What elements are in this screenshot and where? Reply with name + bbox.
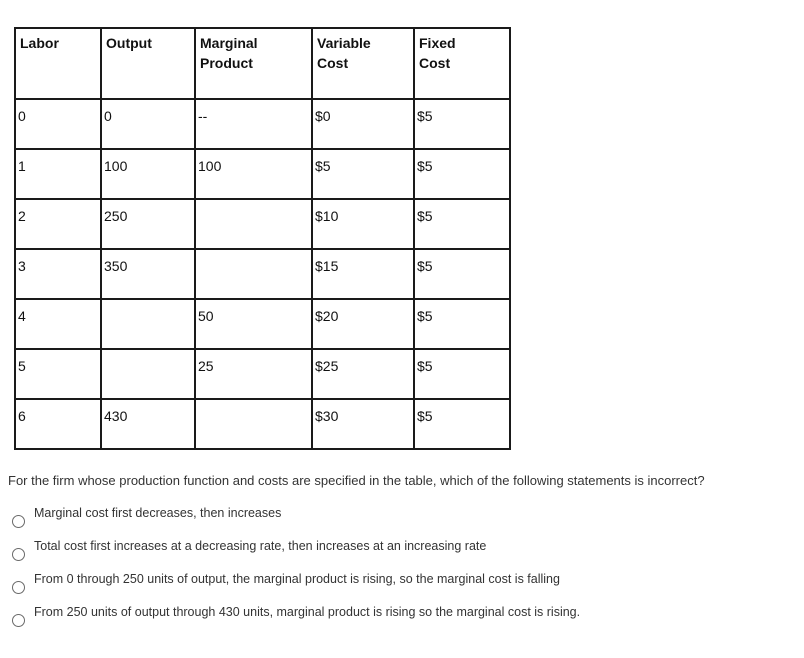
table-cell: $5 (312, 149, 414, 199)
table-cell: $30 (312, 399, 414, 449)
radio-button[interactable] (12, 581, 25, 594)
table-cell: $5 (414, 349, 510, 399)
answer-options (12, 503, 772, 635)
header-output: Output (101, 28, 195, 99)
answer-option[interactable] (12, 602, 772, 635)
table-cell: $5 (414, 199, 510, 249)
table-cell (101, 349, 195, 399)
header-variable-cost: Variable Cost (312, 28, 414, 99)
answer-option-label: From 0 through 250 units of output, the marginal product is rising, so the marginal cost is falling (34, 572, 560, 586)
table-row (15, 299, 510, 349)
table-cell: 2 (15, 199, 101, 249)
radio-button[interactable] (12, 614, 25, 627)
table-cell: 0 (15, 99, 101, 149)
table-cell: $20 (312, 299, 414, 349)
table-cell: $5 (414, 299, 510, 349)
question-text: For the firm whose production function and costs are specified in the table, which of the following statements is incorrect? (8, 473, 705, 488)
table-cell: 25 (195, 349, 312, 399)
table-row (15, 249, 510, 299)
table-cell: $5 (414, 149, 510, 199)
answer-option-label: From 250 units of output through 430 units, marginal product is rising so the marginal cost is rising. (34, 605, 581, 619)
table-cell: 350 (101, 249, 195, 299)
table-cell: 3 (15, 249, 101, 299)
table-cell: 430 (101, 399, 195, 449)
answer-option[interactable] (12, 569, 772, 602)
table-cell: -- (195, 99, 312, 149)
radio-button[interactable] (12, 515, 25, 528)
table-cell: $10 (312, 199, 414, 249)
table-cell: $5 (414, 99, 510, 149)
table-cell (101, 299, 195, 349)
table-row (15, 399, 510, 449)
table-cell (195, 249, 312, 299)
table-row (15, 199, 510, 249)
table-cell: 0 (101, 99, 195, 149)
answer-option-label: Marginal cost first decreases, then increases (34, 506, 282, 520)
table-cell: 100 (101, 149, 195, 199)
table-cell: 5 (15, 349, 101, 399)
answer-option[interactable] (12, 536, 772, 569)
table-cell: $0 (312, 99, 414, 149)
table-cell: $15 (312, 249, 414, 299)
table-cell: 1 (15, 149, 101, 199)
table-row (15, 149, 510, 199)
answer-option-label: Total cost first increases at a decreasing rate, then increases at an increasing rate (34, 539, 487, 553)
cost-table (14, 27, 511, 450)
table-row (15, 349, 510, 399)
table-header-row (15, 28, 510, 99)
answer-option[interactable] (12, 503, 772, 536)
header-labor: Labor (15, 28, 101, 99)
table-cell: 4 (15, 299, 101, 349)
table-cell: $25 (312, 349, 414, 399)
table-cell: 6 (15, 399, 101, 449)
table-cell: 250 (101, 199, 195, 249)
radio-button[interactable] (12, 548, 25, 561)
table-cell (195, 399, 312, 449)
table-cell (195, 199, 312, 249)
table-row (15, 99, 510, 149)
header-marginal-product: Marginal Product (195, 28, 312, 99)
header-fixed-cost: Fixed Cost (414, 28, 510, 99)
table-cell: $5 (414, 399, 510, 449)
table-cell: 50 (195, 299, 312, 349)
table-cell: $5 (414, 249, 510, 299)
table-cell: 100 (195, 149, 312, 199)
